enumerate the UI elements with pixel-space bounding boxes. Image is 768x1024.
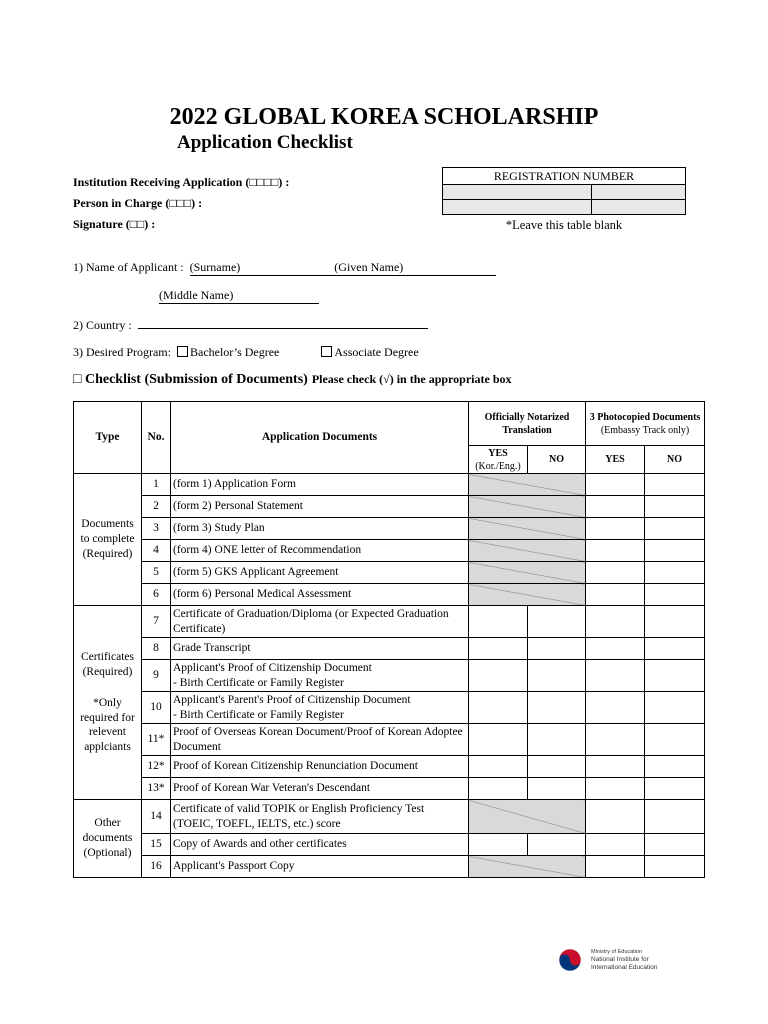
check-cell[interactable] (528, 778, 586, 800)
given-name-label: (Given Name) (334, 260, 404, 274)
table-row (74, 692, 705, 724)
check-cell[interactable] (645, 638, 705, 660)
type-certificates (74, 606, 142, 800)
type-other-documents: Other documents (Optional) (74, 800, 142, 878)
row-no: 7 (142, 606, 171, 638)
row-no: 1 (142, 474, 171, 496)
row-no: 11* (142, 724, 171, 756)
check-cell[interactable] (469, 778, 528, 800)
row-no: 8 (142, 638, 171, 660)
check-cell[interactable] (586, 638, 645, 660)
associate-checkbox[interactable] (321, 346, 332, 357)
check-cell[interactable] (528, 638, 586, 660)
check-cell[interactable] (469, 724, 528, 756)
row-doc: (form 4) ONE letter of Recommendation (171, 540, 469, 562)
check-cell[interactable] (645, 660, 705, 692)
signature-label: Signature (□□) : (73, 217, 156, 231)
row-no: 2 (142, 496, 171, 518)
check-cell[interactable] (586, 496, 645, 518)
check-cell[interactable] (645, 756, 705, 778)
row-no: 10 (142, 692, 171, 724)
country-field[interactable] (138, 317, 428, 329)
row-doc-line2: - Birth Certificate or Family Register (173, 676, 344, 689)
registration-cell[interactable] (443, 200, 592, 215)
logo-line2: National Institute for (591, 955, 649, 963)
middle-name-label: (Middle Name) (159, 288, 234, 302)
check-cell[interactable] (645, 584, 705, 606)
table-row (74, 540, 705, 562)
country-label: 2) Country : (73, 318, 132, 332)
row-doc: Proof of Overseas Korean Document/Proof of Korean Adoptee Document (171, 724, 469, 756)
table-row (74, 800, 705, 834)
check-cell[interactable] (469, 756, 528, 778)
checklist-heading-row (73, 372, 512, 388)
check-cell[interactable] (528, 756, 586, 778)
yes-sublabel: (Kor./Eng.) (475, 460, 521, 472)
check-cell[interactable] (586, 606, 645, 638)
shaded-cell (469, 540, 586, 562)
check-cell[interactable] (645, 606, 705, 638)
check-cell[interactable] (528, 606, 586, 638)
row-doc: (form 6) Personal Medical Assessment (171, 584, 469, 606)
check-cell[interactable] (469, 692, 528, 724)
row-no: 16 (142, 856, 171, 878)
type-certificates-note: *Only required for relevent applciants (80, 696, 135, 754)
row-doc-line2: - Birth Certificate or Family Register (173, 708, 344, 721)
registration-cell[interactable] (592, 185, 686, 200)
row-no: 6 (142, 584, 171, 606)
shaded-cell (469, 856, 586, 878)
check-cell[interactable] (586, 660, 645, 692)
row-doc: Copy of Awards and other certificates (171, 834, 469, 856)
program-label: 3) Desired Program: (73, 345, 171, 359)
row-no: 3 (142, 518, 171, 540)
table-row (74, 834, 705, 856)
table-row (74, 856, 705, 878)
translation-no-header: NO (528, 446, 586, 474)
table-row (74, 606, 705, 638)
row-no: 13* (142, 778, 171, 800)
check-cell[interactable] (586, 800, 645, 834)
check-cell[interactable] (586, 562, 645, 584)
row-doc: (form 2) Personal Statement (171, 496, 469, 518)
row-doc (171, 692, 469, 724)
table-row (74, 518, 705, 540)
shaded-cell (469, 800, 586, 834)
checklist-table (73, 401, 705, 878)
check-cell[interactable] (469, 638, 528, 660)
check-cell[interactable] (645, 518, 705, 540)
check-cell[interactable] (645, 496, 705, 518)
shaded-cell (469, 496, 586, 518)
check-cell[interactable] (586, 834, 645, 856)
row-doc: Applicant's Passport Copy (171, 856, 469, 878)
yes-label: YES (488, 447, 508, 459)
col-no-header: No. (142, 402, 171, 474)
row-no: 15 (142, 834, 171, 856)
surname-label: (Surname) (189, 260, 241, 274)
translation-yes-header (469, 446, 528, 474)
table-row (74, 474, 705, 496)
check-cell[interactable] (645, 540, 705, 562)
check-cell[interactable] (645, 724, 705, 756)
checklist-hint: Please check (√) in the appropriate box (311, 372, 512, 386)
check-cell[interactable] (645, 834, 705, 856)
registration-number-table (442, 167, 686, 215)
row-doc-line1: Applicant's Parent's Proof of Citizenship Document (173, 693, 411, 706)
table-row (74, 496, 705, 518)
table-row (74, 638, 705, 660)
check-cell[interactable] (645, 474, 705, 496)
check-cell[interactable] (469, 834, 528, 856)
check-cell[interactable] (645, 778, 705, 800)
row-no: 5 (142, 562, 171, 584)
person-in-charge-label: Person in Charge (□□□) : (73, 196, 203, 210)
document-subtitle: Application Checklist (177, 132, 353, 153)
shaded-cell (469, 518, 586, 540)
applicant-name-row (73, 260, 496, 276)
row-no: 9 (142, 660, 171, 692)
check-cell[interactable] (528, 692, 586, 724)
row-doc: (form 1) Application Form (171, 474, 469, 496)
type-certificates-label: Certificates (Required) (80, 650, 134, 678)
row-doc: Certificate of valid TOPIK or English Proficiency Test (TOEIC, TOEFL, IELTS, etc.) score (171, 800, 469, 834)
col-translation-header: Officially Notarized Translation (469, 402, 586, 446)
name-label: 1) Name of Applicant : (73, 260, 184, 274)
checklist-heading: □ Checklist (Submission of Documents) (73, 372, 308, 387)
table-row (74, 584, 705, 606)
photocopy-no-header: NO (645, 446, 705, 474)
photocopy-subtitle: (Embassy Track only) (600, 424, 690, 436)
logo-text (591, 949, 658, 972)
check-cell[interactable] (645, 800, 705, 834)
table-row (74, 562, 705, 584)
registration-cell[interactable] (443, 185, 592, 200)
row-no: 12* (142, 756, 171, 778)
check-cell[interactable] (469, 660, 528, 692)
row-doc (171, 660, 469, 692)
row-no: 4 (142, 540, 171, 562)
row-doc: (form 3) Study Plan (171, 518, 469, 540)
table-row (74, 724, 705, 756)
program-row (73, 345, 419, 360)
row-doc: (form 5) GKS Applicant Agreement (171, 562, 469, 584)
row-doc-line1: Applicant's Proof of Citizenship Document (173, 661, 372, 674)
institution-label: Institution Receiving Application (□□□□) : (73, 175, 290, 189)
check-cell[interactable] (586, 756, 645, 778)
row-doc: Certificate of Graduation/Diploma (or Expected Graduation Certificate) (171, 606, 469, 638)
shaded-cell (469, 562, 586, 584)
check-cell[interactable] (586, 692, 645, 724)
row-doc: Grade Transcript (171, 638, 469, 660)
logo-line3: International Education (591, 964, 658, 971)
check-cell[interactable] (586, 724, 645, 756)
row-no: 14 (142, 800, 171, 834)
table-row (74, 778, 705, 800)
check-cell[interactable] (586, 778, 645, 800)
check-cell[interactable] (528, 834, 586, 856)
check-cell[interactable] (586, 856, 645, 878)
check-cell[interactable] (586, 518, 645, 540)
check-cell[interactable] (469, 606, 528, 638)
table-row (74, 756, 705, 778)
check-cell[interactable] (528, 724, 586, 756)
col-docs-header: Application Documents (171, 402, 469, 474)
check-cell[interactable] (645, 562, 705, 584)
niied-logo (556, 947, 666, 973)
name-field[interactable] (190, 260, 496, 276)
check-cell[interactable] (645, 856, 705, 878)
middle-name-row (159, 288, 319, 304)
table-row (74, 660, 705, 692)
check-cell[interactable] (586, 474, 645, 496)
row-doc: Proof of Korean War Veteran's Descendant (171, 778, 469, 800)
shaded-cell (469, 584, 586, 606)
middle-name-field[interactable] (159, 288, 319, 304)
document-title: 2022 GLOBAL KOREA SCHOLARSHIP (169, 104, 599, 130)
check-cell[interactable] (528, 660, 586, 692)
associate-label: Associate Degree (334, 345, 419, 359)
photocopy-title: 3 Photocopied Documents (589, 411, 701, 423)
shaded-cell (469, 474, 586, 496)
country-row (73, 317, 428, 333)
type-documents-to-complete: Documents to complete (Required) (74, 474, 142, 606)
row-doc: Proof of Korean Citizenship Renunciation Document (171, 756, 469, 778)
taegeuk-icon (556, 947, 584, 973)
photocopy-yes-header: YES (586, 446, 645, 474)
col-photocopy-header (586, 402, 705, 446)
col-type-header: Type (74, 402, 142, 474)
registration-cell[interactable] (592, 200, 686, 215)
check-cell[interactable] (586, 584, 645, 606)
bachelor-label: Bachelor’s Degree (189, 345, 280, 359)
registration-header: REGISTRATION NUMBER (443, 168, 686, 185)
logo-line1: Ministry of Education (591, 949, 643, 955)
check-cell[interactable] (586, 540, 645, 562)
bachelor-checkbox[interactable] (177, 346, 188, 357)
registration-note: *Leave this table blank (505, 218, 623, 232)
check-cell[interactable] (645, 692, 705, 724)
